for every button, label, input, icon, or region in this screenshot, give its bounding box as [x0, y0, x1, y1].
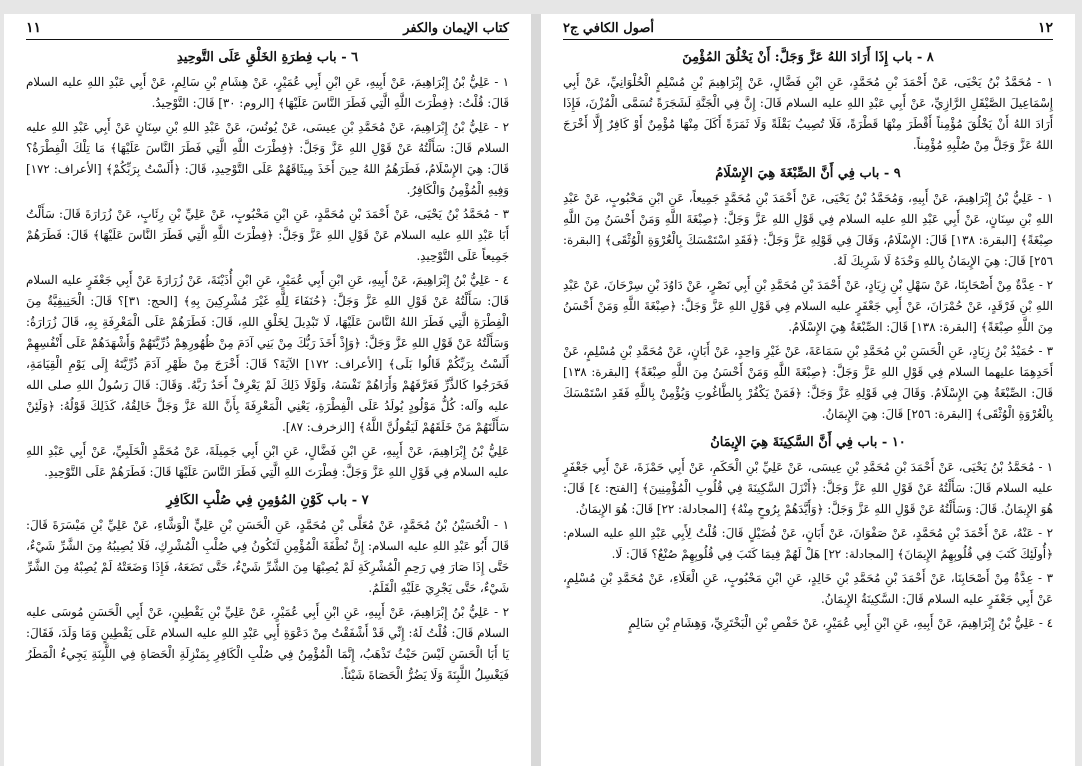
running-head — [26, 20, 509, 40]
chapter-heading: ٩ - باب فِي أَنَّ الصِّبْغَةَ هِيَ الإِسْلَامُ — [715, 166, 901, 181]
hadith-paragraph: ٢ - عَنْهُ، عَنْ أَحْمَدَ بْنِ مُحَمَّدٍ، عَنْ صَفْوَانَ، عَنْ أَبَانٍ، عَنْ فُضَيْلٍ قَالَ: قُلْتُ لِأَبِي عَبْدِ اللهِ عليه السلام: ﴿أُولَئِكَ كَتَبَ فِي قُلُوبِهِمُ الإِيمَانَ﴾ [المجادلة: ٢٢] هَلْ لَهُمْ فِيمَا كَتَبَ فِي قُلُوبِهِمْ صُنْعٌ؟ قَالَ: لَا. — [563, 526, 1053, 561]
hadith-paragraph: ٤ - عَلِيُّ بْنُ إِبْرَاهِيمَ، عَنْ أَبِيهِ، عَنِ ابْنِ أَبِي عُمَيْرٍ، عَنْ حَفْصِ بْنِ الْبَخْتَرِيِّ، وَهِشَامِ بْنِ سَالِمٍ — [628, 616, 1053, 630]
chapter-heading: ١٠ - باب فِي أَنَّ السَّكِينَةَ هِيَ الإِيمَانُ — [710, 435, 906, 450]
hadith-paragraph: عَلِيُّ بْنُ إِبْرَاهِيمَ، عَنْ أَبِيهِ، عَنِ ابْنِ فَضَّالٍ، عَنِ ابْنِ أَبِي جَمِيلَةَ، عَنْ مُحَمَّدٍ الْحَلَبِيِّ، عَنْ أَبِي عَبْدِ اللهِ عليه السلام فِي قَوْلِ اللهِ عَزَّ وَجَلَّ: فِطْرَتَ اللهِ الَّتِي فَطَرَ النَّاسَ عَلَيْهَا قَالَ: فَطَرَهُمْ عَلَى التَّوْحِيدِ. — [26, 444, 509, 479]
page-number: ١١ — [26, 20, 42, 36]
chapter-heading: ٨ - باب إِذَا أَرَادَ اللهُ عَزَّ وَجَلَّ: أَنْ يَخْلُقَ المُؤْمِنَ — [682, 50, 934, 65]
hadith-paragraph: ١ - مُحَمَّدُ بْنُ يَحْيَى، عَنْ أَحْمَدَ بْنِ مُحَمَّدِ بْنِ عِيسَى، عَنْ عَلِيِّ بْنِ الْحَكَمِ، عَنْ أَبِي حَمْزَةَ، عَنْ أَبِي جَعْفَرٍ عليه السلام قَالَ: سَأَلْتُهُ عَنْ قَوْلِ اللهِ عَزَّ وَجَلَّ: ﴿أَنْزَلَ السَّكِينَةَ فِي قُلُوبِ الْمُؤْمِنِينَ﴾ [الفتح: ٤] قَالَ: هُوَ الإِيمَانُ. قَالَ: وَسَأَلْتُهُ عَنْ قَوْلِ اللهِ عَزَّ وَجَلَّ: ﴿وَأَيَّدَهُمْ بِرُوحٍ مِنْهُ﴾ [المجادلة: ٢٢] قَالَ: هُوَ الإِيمَانُ. — [563, 460, 1053, 516]
hadith-paragraph: ٣ - حُمَيْدُ بْنُ زِيَادٍ، عَنِ الْحَسَنِ بْنِ مُحَمَّدِ بْنِ سَمَاعَةَ، عَنْ غَيْرِ وَاحِدٍ، عَنْ أَبَانٍ، عَنْ مُحَمَّدِ بْنِ مُسْلِمٍ، عَنْ أَحَدِهِمَا عليهما السلام فِي قَوْلِ اللهِ عَزَّ وَجَلَّ: ﴿صِبْغَةَ اللَّهِ وَمَنْ أَحْسَنُ مِنَ اللَّهِ صِبْغَةً﴾ [البقرة: ١٣٨] قَالَ: الصِّبْغَةُ هِيَ الإِسْلَامُ. وَقَالَ فِي قَوْلِهِ عَزَّ وَجَلَّ: ﴿فَمَنْ يَكْفُرْ بِالطَّاغُوتِ وَيُؤْمِنْ بِاللَّهِ فَقَدِ اسْتَمْسَكَ بِالْعُرْوَةِ الْوُثْقَى﴾ [البقرة: ٢٥٦] قَالَ: هِيَ الإِيمَانُ. — [563, 344, 1053, 421]
hadith-paragraph: ٢ - عَلِيُّ بْنُ إِبْرَاهِيمَ، عَنْ مُحَمَّدِ بْنِ عِيسَى، عَنْ يُونُسَ، عَنْ عَبْدِ اللهِ بْنِ سِنَانٍ عَنْ أَبِي عَبْدِ اللهِ عليه السلام قَالَ: سَأَلْتُهُ عَنْ قَوْلِ اللهِ عَزَّ وَجَلَّ: ﴿فِطْرَتَ اللَّهِ الَّتِي فَطَرَ النَّاسَ عَلَيْهَا﴾ مَا تِلْكَ الْفِطْرَةُ؟ قَالَ: هِيَ الإِسْلَامُ، فَطَرَهُمُ اللهُ حِينَ أَخَذَ مِيثَاقَهُمْ عَلَى التَّوْحِيدِ، قَالَ: ﴿أَلَسْتُ بِرَبِّكُمْ﴾ [الأعراف: ١٧٢] وَفِيهِ الْمُؤْمِنُ وَالْكَافِرُ. — [26, 120, 509, 197]
hadith-paragraph: ٤ - عَلِيُّ بْنُ إِبْرَاهِيمَ، عَنْ أَبِيهِ، عَنِ ابْنِ أَبِي عُمَيْرٍ، عَنِ ابْنِ أُذَيْنَةَ، عَنْ زُرَارَةَ عَنْ أَبِي جَعْفَرٍ عليه السلام قَالَ: سَأَلْتُهُ عَنْ قَوْلِ اللهِ عَزَّ وَجَلَّ: ﴿حُنَفَاءَ لِلَّهِ غَيْرَ مُشْرِكِينَ بِهِ﴾ [الحج: ٣١]؟ قَالَ: الْحَنِيفِيَّةُ مِنَ الْفِطْرَةِ الَّتِي فَطَرَ اللهُ النَّاسَ عَلَيْهَا، لَا تَبْدِيلَ لِخَلْقِ اللهِ، قَالَ: فَطَرَهُمْ عَلَى الْمَعْرِفَةِ بِهِ، قَالَ زُرَارَةُ: وَسَأَلْتُهُ عَنْ قَوْلِ اللهِ عَزَّ وَجَلَّ: ﴿وَإِذْ أَخَذَ رَبُّكَ مِنْ بَنِي آدَمَ مِنْ ظُهُورِهِمْ ذُرِّيَّتَهُمْ وَأَشْهَدَهُمْ عَلَى أَنْفُسِهِمْ أَلَسْتُ بِرَبِّكُمْ قَالُوا بَلَى﴾ [الأعراف: ١٧٢] الآيَةَ؟ قَالَ: أَخْرَجَ مِنْ ظَهْرِ آدَمَ ذُرِّيَّتَهُ إِلَى يَوْمِ الْقِيَامَةِ، فَخَرَجُوا كَالذَّرِّ فَعَرَّفَهُمْ وَأَرَاهُمْ نَفْسَهُ، وَلَوْلَا ذَلِكَ لَمْ يَعْرِفْ أَحَدٌ رَبَّهُ. وَقَالَ: قَالَ رَسُولُ اللهِ صلى الله عليه وآله: كُلُّ مَوْلُودٍ يُولَدُ عَلَى الْفِطْرَةِ، يَعْنِي الْمَعْرِفَةَ بِأَنَّ اللهَ عَزَّ وَجَلَّ خَالِقُهُ، كَذَلِكَ قَوْلُهُ: ﴿وَلَئِنْ سَأَلْتَهُمْ مَنْ خَلَقَهُمْ لَيَقُولُنَّ اللَّهُ﴾ [الزخرف: ٨٧]. — [26, 273, 509, 434]
hadith-paragraph: ١ - الْحُسَيْنُ بْنُ مُحَمَّدٍ، عَنْ مُعَلَّى بْنِ مُحَمَّدٍ، عَنِ الْحَسَنِ بْنِ عَلِيٍّ الْوَشَّاءِ، عَنْ عَلِيِّ بْنِ مَيْسَرَةَ قَالَ: قَالَ أَبُو عَبْدِ اللهِ عليه السلام: إِنَّ نُطْفَةَ الْمُؤْمِنِ لَتَكُونُ فِي صُلْبِ الْمُشْرِكِ، فَلَا يُصِيبُهُ مِنَ الشَّرِّ شَيْءٌ، حَتَّى إِذَا صَارَ فِي رَحِمِ الْمُشْرِكَةِ لَمْ يُصِبْهَا مِنَ الشَّرِّ شَيْءٌ، حَتَّى تَضَعَهُ، فَإِذَا وَضَعَتْهُ لَمْ يُصِبْهُ مِنَ الشَّرِّ شَيْءٌ، حَتَّى يَجْرِيَ عَلَيْهِ الْقَلَمُ. — [26, 518, 509, 595]
page-number: ١٢ — [1037, 20, 1053, 36]
running-head — [563, 20, 1053, 40]
book-gutter — [531, 14, 541, 766]
hadith-paragraph: ١ - عَلِيُّ بْنُ إِبْرَاهِيمَ، عَنْ أَبِيهِ، عَنِ ابْنِ أَبِي عُمَيْرٍ، عَنْ هِشَامِ بْنِ سَالِمٍ، عَنْ أَبِي عَبْدِ اللهِ عليه السلام قَالَ: قُلْتُ: ﴿فِطْرَتَ اللَّهِ الَّتِي فَطَرَ النَّاسَ عَلَيْهَا﴾ [الروم: ٣٠] قَالَ: التَّوْحِيدُ. — [26, 75, 509, 110]
hadith-paragraph: ٢ - عِدَّةٌ مِنْ أَصْحَابِنَا، عَنْ سَهْلِ بْنِ زِيَادٍ، عَنْ أَحْمَدَ بْنِ مُحَمَّدِ بْنِ أَبِي نَصْرٍ، عَنْ دَاوُدَ بْنِ سِرْحَانَ، عَنْ عَبْدِ اللهِ بْنِ فَرْقَدٍ، عَنْ حُمْرَانَ، عَنْ أَبِي جَعْفَرٍ عليه السلام فِي قَوْلِ اللهِ عَزَّ وَجَلَّ: ﴿صِبْغَةَ اللَّهِ وَمَنْ أَحْسَنُ مِنَ اللَّهِ صِبْغَةً﴾ [البقرة: ١٣٨] قَالَ: الصِّبْغَةُ هِيَ الإِسْلَامُ. — [563, 278, 1053, 334]
hadith-paragraph: ٣ - مُحَمَّدُ بْنُ يَحْيَى، عَنْ أَحْمَدَ بْنِ مُحَمَّدٍ، عَنِ ابْنِ مَحْبُوبٍ، عَنْ عَلِيِّ بْنِ رِئَابٍ، عَنْ زُرَارَةَ قَالَ: سَأَلْتُ أَبَا عَبْدِ اللهِ عليه السلام عَنْ قَوْلِ اللهِ عَزَّ وَجَلَّ: ﴿فِطْرَتَ اللَّهِ الَّتِي فَطَرَ النَّاسَ عَلَيْهَا﴾ قَالَ: فَطَرَهُمْ جَمِيعاً عَلَى التَّوْحِيدِ. — [26, 207, 509, 263]
chapter-heading: ٦ - باب فِطرَةِ الخَلْقِ عَلَى التَّوحِيدِ — [176, 50, 359, 65]
right-page — [541, 14, 1075, 766]
running-title: أصول الكافي ج٢ — [563, 21, 655, 36]
hadith-paragraph: ١ - عَلِيُّ بْنُ إِبْرَاهِيمَ، عَنْ أَبِيهِ، وَمُحَمَّدُ بْنُ يَحْيَى، عَنْ أَحْمَدَ بْنِ مُحَمَّدٍ جَمِيعاً، عَنِ ابْنِ مَحْبُوبٍ، عَنْ عَبْدِ اللهِ بْنِ سِنَانٍ، عَنْ أَبِي عَبْدِ اللهِ عليه السلام فِي قَوْلِ اللهِ عَزَّ وَجَلَّ: ﴿صِبْغَةَ اللَّهِ وَمَنْ أَحْسَنُ مِنَ اللَّهِ صِبْغَةً﴾ [البقرة: ١٣٨] قَالَ: الإِسْلَامُ، وَقَالَ فِي قَوْلِهِ عَزَّ وَجَلَّ: ﴿فَقَدِ اسْتَمْسَكَ بِالْعُرْوَةِ الْوُثْقَى﴾ [البقرة: ٢٥٦] قَالَ: هِيَ الإِيمَانُ بِاللهِ وَحْدَهُ لَا شَرِيكَ لَهُ. — [563, 191, 1054, 268]
hadith-paragraph: ٢ - عَلِيُّ بْنُ إِبْرَاهِيمَ، عَنْ أَبِيهِ، عَنِ ابْنِ أَبِي عُمَيْرٍ، عَنْ عَلِيِّ بْنِ يَقْطِينٍ، عَنْ أَبِي الْحَسَنِ مُوسَى عليه السلام قَالَ: قُلْتُ لَهُ: إِنِّي قَدْ أَشْفَقْتُ مِنْ دَعْوَةِ أَبِي عَبْدِ اللهِ عليه السلام عَلَى يَقْطِينٍ وَمَا وَلَدَ، فَقَالَ: يَا أَبَا الْحَسَنِ لَيْسَ حَيْثُ تَذْهَبُ، إِنَّمَا الْمُؤْمِنُ فِي صُلْبِ الْكَافِرِ بِمَنْزِلَةِ الْحَصَاةِ فِي اللَّبِنَةِ يَجِيءُ الْمَطَرُ فَيَغْسِلُ اللَّبِنَةَ وَلَا يَضُرُّ الْحَصَاةَ شَيْئاً. — [26, 605, 509, 682]
hadith-paragraph: ٣ - عِدَّةٌ مِنْ أَصْحَابِنَا، عَنْ أَحْمَدَ بْنِ مُحَمَّدِ بْنِ خَالِدٍ، عَنِ ابْنِ مَحْبُوبٍ، عَنِ الْعَلَاءِ، عَنْ مُحَمَّدِ بْنِ مُسْلِمٍ، عَنْ أَبِي جَعْفَرٍ عليه السلام قَالَ: السَّكِينَةُ الإِيمَانُ. — [563, 571, 1053, 606]
running-title: كتاب الإيمان والكفر — [403, 21, 509, 36]
hadith-paragraph: ١ - مُحَمَّدُ بْنُ يَحْيَى، عَنْ أَحْمَدَ بْنِ مُحَمَّدٍ، عَنِ ابْنِ فَضَّالٍ، عَنْ إِبْرَاهِيمَ بْنِ مُسْلِمٍ الْحُلْوَانِيِّ، عَنْ أَبِي إِسْمَاعِيلَ الصَّيْقَلِ الرَّازِيِّ، عَنْ أَبِي عَبْدِ اللهِ عليه السلام قَالَ: إِنَّ فِي الْجَنَّةِ لَشَجَرَةً تُسَمَّى الْمُزْنَ، فَإِذَا أَرَادَ اللهُ أَنْ يَخْلُقَ مُؤْمِناً أَقْطَرَ مِنْهَا قَطْرَةً، فَلَا تُصِيبُ بَقْلَةً وَلَا ثَمَرَةً أَكَلَ مِنْهَا مُؤْمِنٌ أَوْ كَافِرٌ إِلَّا أَخْرَجَ اللهُ عَزَّ وَجَلَّ مِنْ صُلْبِهِ مُؤْمِناً. — [563, 75, 1053, 152]
left-page — [4, 14, 531, 766]
chapter-heading: ٧ - باب كَوْنِ المُؤمِنِ فِي صُلْبِ الكَافِرِ — [166, 493, 369, 508]
